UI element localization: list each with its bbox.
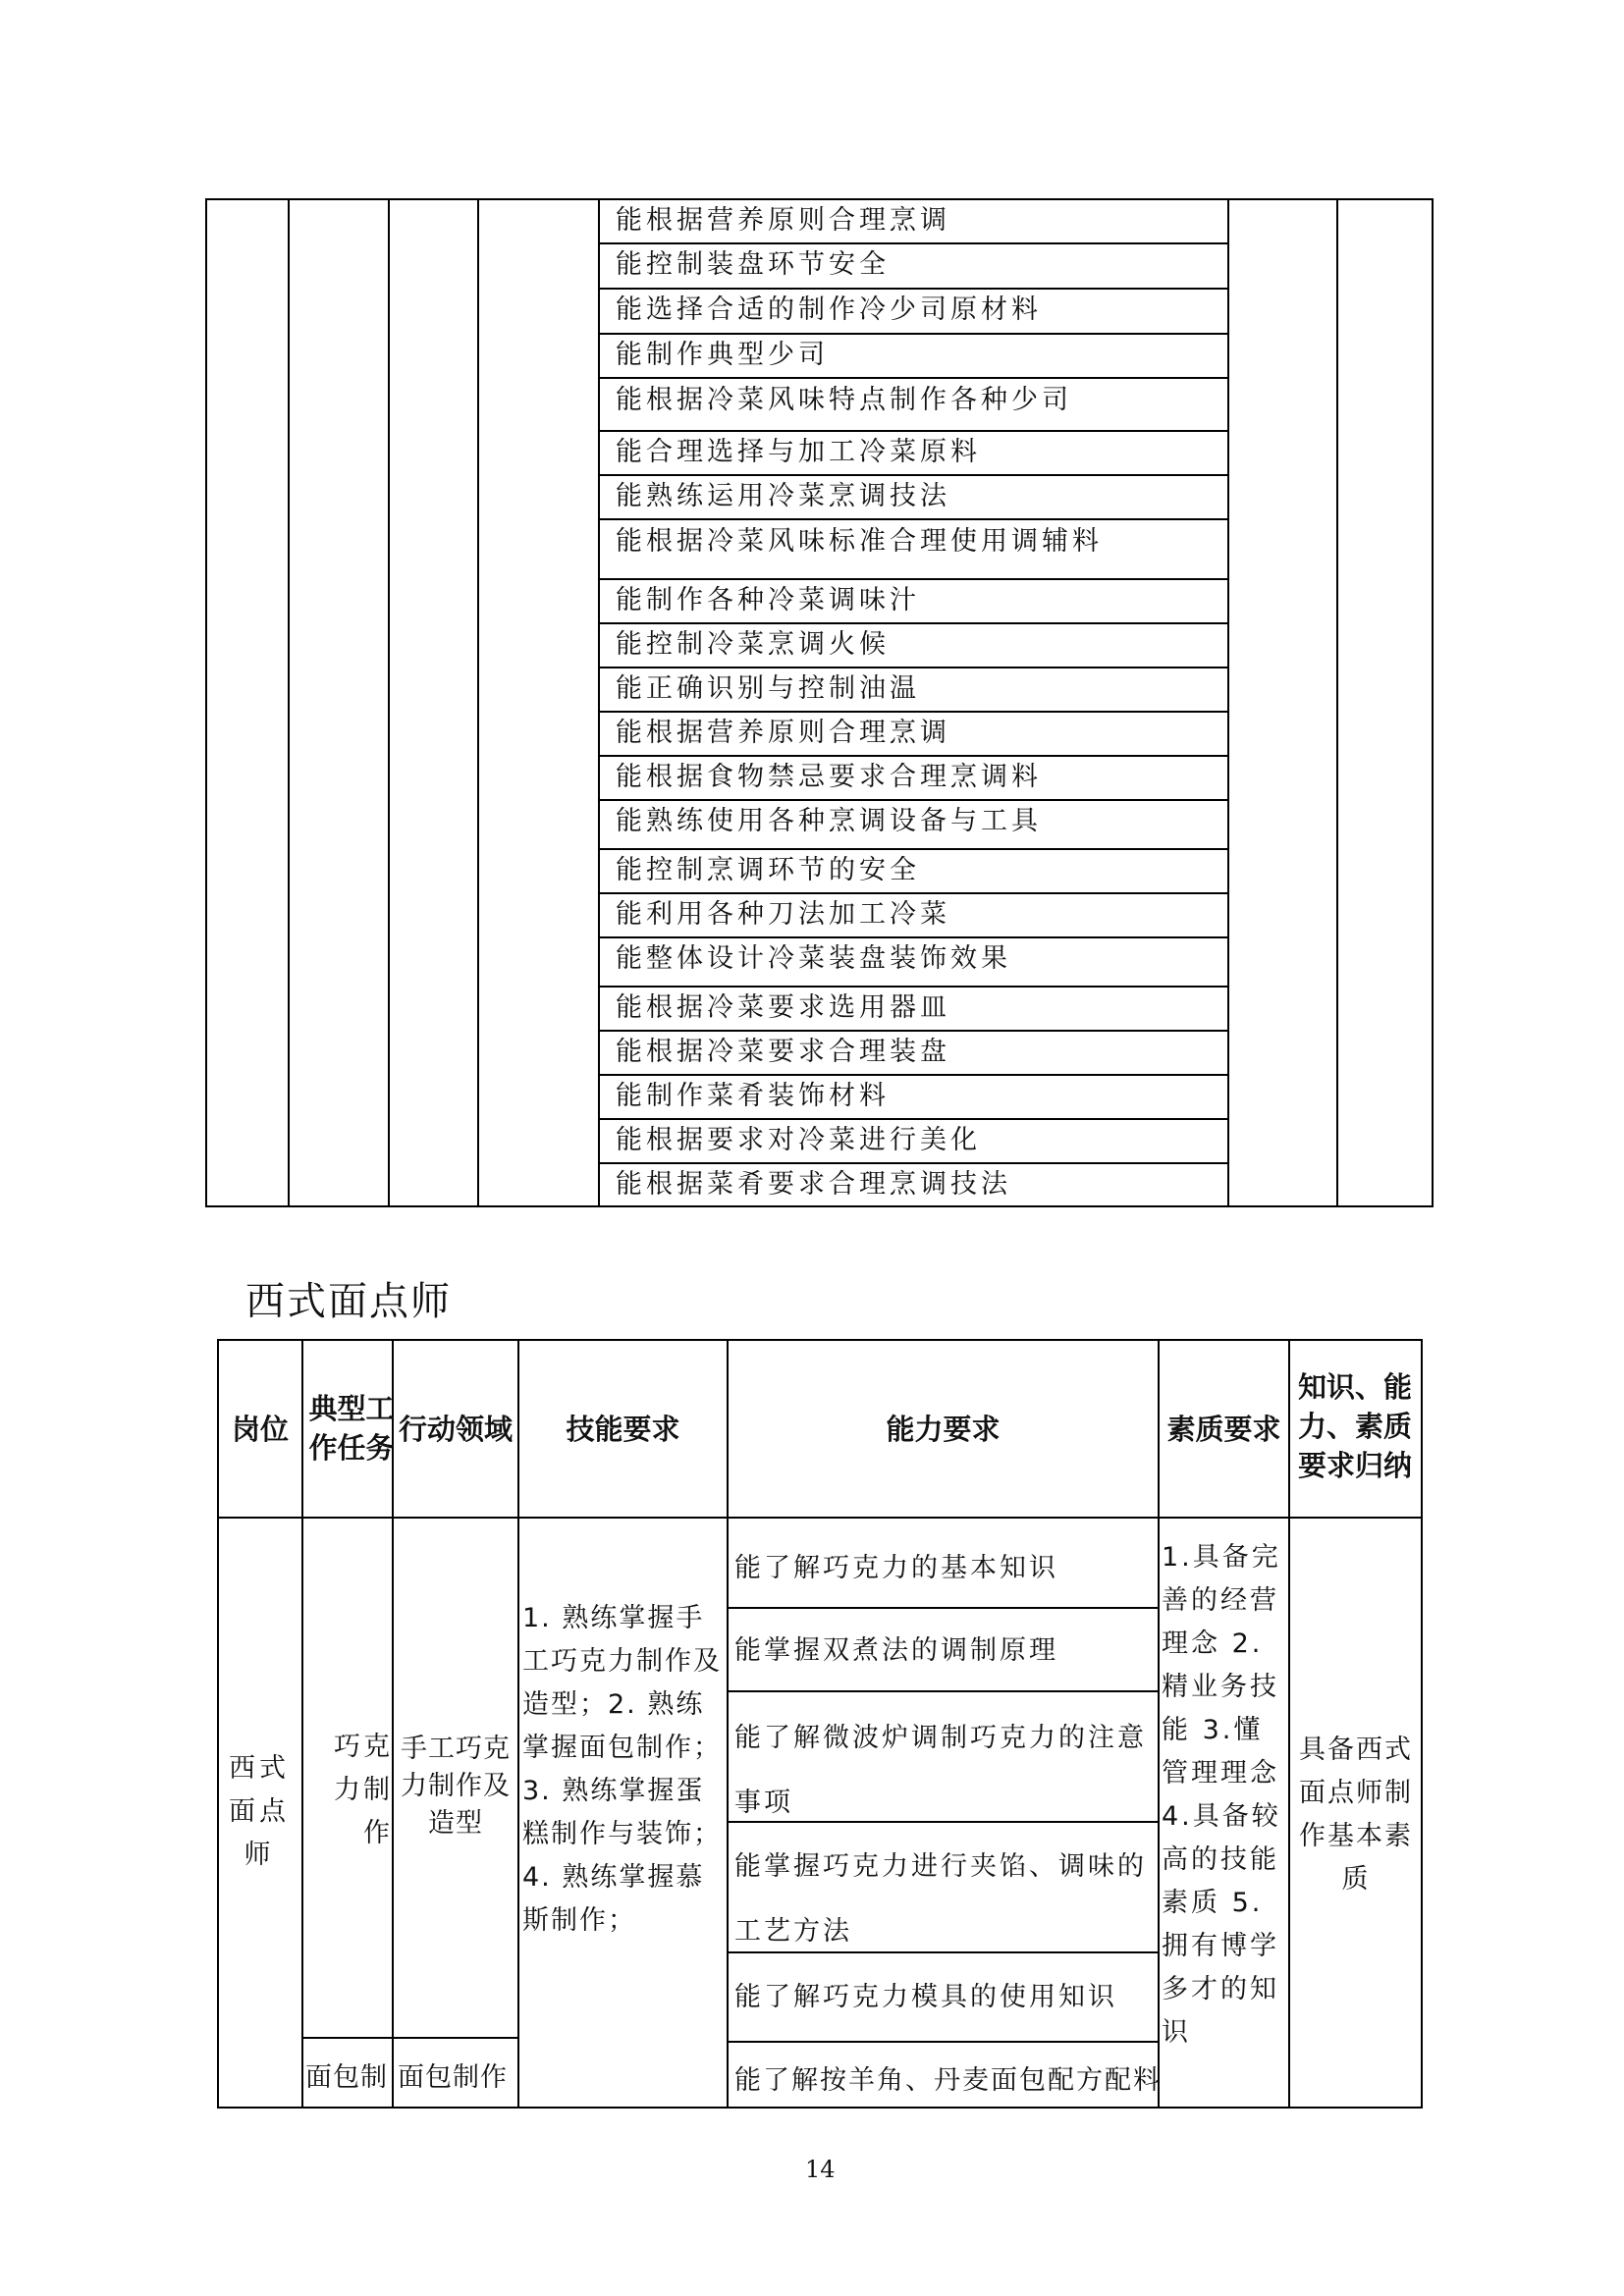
table-row: 能熟练使用各种烹调设备与工具 [616,806,1042,836]
page-number: 14 [805,2156,836,2183]
ability-row: 能了解微波炉调制巧克力的注意事项 [734,1723,1147,1818]
table-row: 能利用各种刀法加工冷菜 [616,899,950,930]
table-row: 能整体设计冷菜装盘装饰效果 [616,943,1011,974]
field-cell-2: 面包制作 [398,2062,508,2093]
table-row: 能制作各种冷菜调味汁 [616,585,920,615]
ability-row: 能了解按羊角、丹麦面包配方配料 [734,2065,1162,2096]
table-row: 能根据菜肴要求合理烹调技法 [616,1169,1011,1200]
table-row: 能根据营养原则合理烹调 [616,718,950,748]
section-title: 西式面点师 [245,1279,452,1324]
header-task: 典型工作任务 [308,1392,395,1465]
table-row: 能根据冷菜要求选用器皿 [616,992,950,1023]
table-row: 能制作典型少司 [616,340,829,370]
header-skill: 技能要求 [566,1413,680,1446]
table-row: 能制作菜肴装饰材料 [616,1081,890,1111]
table-row: 能正确识别与控制油温 [616,673,920,704]
header-post: 岗位 [231,1413,289,1446]
table-row: 能合理选择与加工冷菜原料 [616,437,981,467]
table-row: 能根据营养原则合理烹调 [616,205,950,236]
ability-row: 能了解巧克力的基本知识 [734,1553,1058,1583]
field-cell-1: 手工巧克力制作及造型 [401,1734,511,1839]
table-row: 能根据冷菜要求合理装盘 [616,1037,950,1067]
table-row: 能控制冷菜烹调火候 [616,629,890,660]
header-field: 行动领域 [398,1413,513,1446]
summary-cell: 具备西式面点师制作基本素质 [1299,1735,1413,1895]
quality-cell: 1.具备完善的经营理念 2.精业务技能 3.懂管理理念 4.具备较高的技能素质 5.拥有博学多才的知识 [1162,1542,1281,2048]
table-row: 能根据要求对冷菜进行美化 [616,1125,981,1155]
table-row: 能根据食物禁忌要求合理烹调料 [616,762,1042,792]
header-quality: 素质要求 [1166,1413,1281,1446]
task-cell-1: 巧克力制作 [334,1732,393,1848]
table-row: 能控制装盘环节安全 [616,249,890,280]
post-cell: 西式面点师 [229,1753,290,1870]
header-ability: 能力要求 [886,1413,1001,1446]
header-summary: 知识、能力、素质要求归纳 [1297,1370,1412,1482]
table-row: 能选择合适的制作冷少司原材料 [616,294,1042,325]
table-row: 能熟练运用冷菜烹调技法 [616,481,950,511]
table-row: 能根据冷菜风味标准合理使用调辅料 [616,526,1103,557]
ability-row: 能了解巧克力模具的使用知识 [734,1982,1117,2012]
table-row: 能控制烹调环节的安全 [616,855,920,885]
ability-row: 能掌握双煮法的调制原理 [734,1635,1058,1666]
ability-row: 能掌握巧克力进行夹馅、调味的工艺方法 [734,1851,1147,1947]
skill-cell: 1. 熟练掌握手工巧克力制作及造型；2. 熟练掌握面包制作；3. 熟练掌握蛋糕制作与装饰；4. 熟练掌握慕斯制作； [522,1603,722,1936]
task-cell-2: 面包制 [305,2062,388,2093]
table-row: 能根据冷菜风味特点制作各种少司 [616,385,1072,415]
